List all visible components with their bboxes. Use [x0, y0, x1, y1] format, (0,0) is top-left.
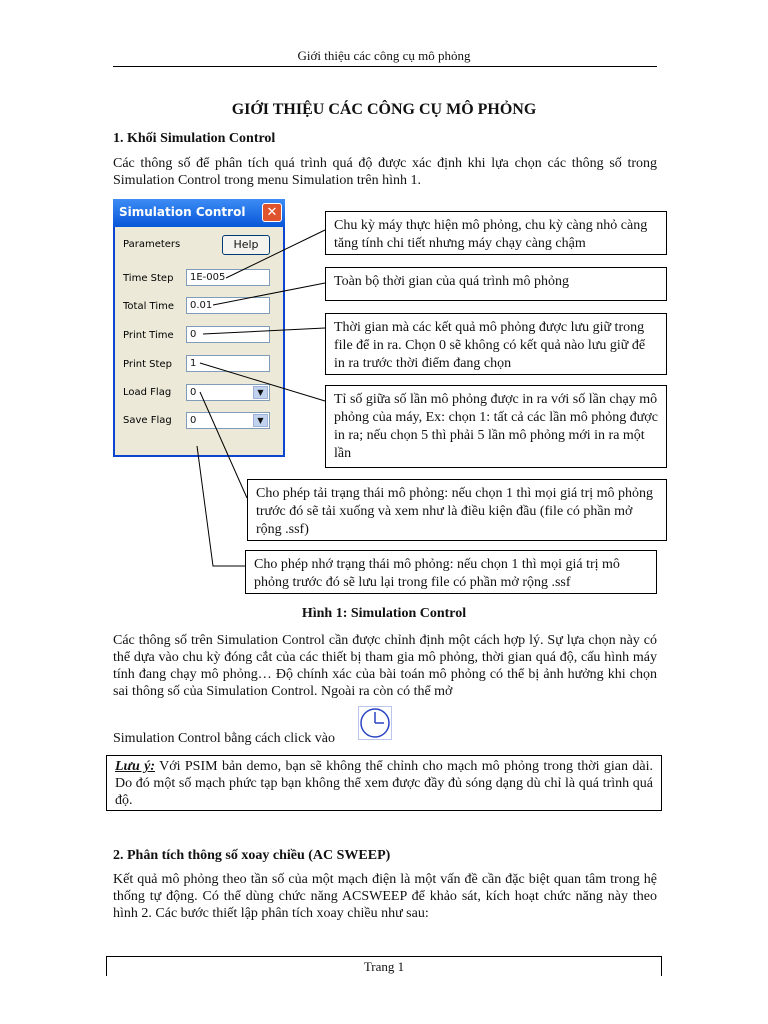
document-title: GIỚI THIỆU CÁC CÔNG CỤ MÔ PHỎNG — [231, 101, 537, 118]
dialog-title: Simulation Control — [119, 205, 246, 219]
page-header: Giới thiệu các công cụ mô phỏng — [297, 48, 471, 63]
parameters-label: Parameters — [123, 239, 181, 250]
section-1-intro: Các thông số để phân tích quá trình quá độ được xác định khi lựa chọn các thông số trong Simulation Control trong menu Simulation trên hình 1. — [113, 156, 657, 188]
callout-print-step: Tỉ số giữa số lần mô phỏng được in ra với số lần chạy mô phỏng của máy, Ex: chọn 1: tất cả các lần mô phỏng được in ra; nếu chọn 5 thì phải 5 lần mô phỏng mới in ra một lần — [325, 385, 667, 468]
chevron-down-icon[interactable]: ▼ — [253, 386, 268, 399]
clock-icon[interactable] — [358, 706, 392, 740]
note-label: Lưu ý: — [115, 759, 155, 774]
callout-total-time: Toàn bộ thời gian của quá trình mô phỏng — [325, 267, 667, 301]
print-step-input[interactable]: 1 — [186, 355, 270, 372]
print-step-label: Print Step — [123, 359, 172, 370]
load-flag-label: Load Flag — [123, 387, 172, 398]
callout-load-flag: Cho phép tải trạng thái mô phỏng: nếu chọn 1 thì mọi giá trị mô phỏng trước đó sẽ tải xuống và xem như là điều kiện đầu (file có phần mở rộng .ssf) — [247, 479, 667, 541]
chevron-down-icon[interactable]: ▼ — [253, 414, 268, 427]
total-time-label: Total Time — [123, 301, 175, 312]
figure-caption: Hình 1: Simulation Control — [301, 606, 467, 621]
callout-print-time: Thời gian mà các kết quả mô phỏng được lưu giữ trong file để in ra. Chọn 0 sẽ không có kết quả nào lưu giữ để in ra trước thời điểm đang chọn — [325, 313, 667, 375]
section-2-heading: 2. Phân tích thông số xoay chiều (AC SWEEP) — [113, 848, 391, 863]
save-flag-value: 0 — [190, 415, 197, 426]
total-time-input[interactable]: 0.01 — [186, 297, 270, 314]
time-step-input[interactable]: 1E-005 — [186, 269, 270, 286]
note-text: Với PSIM bản demo, bạn sẽ không thể chỉnh cho mạch mô phỏng trong thời gian dài. Do đó một số mạch phức tạp bạn không thể xem được đầy đủ sóng dạng dù chỉ là quá trình quá độ. — [115, 759, 653, 808]
print-time-label: Print Time — [123, 330, 174, 341]
print-time-input[interactable]: 0 — [186, 326, 270, 343]
callout-save-flag: Cho phép nhớ trạng thái mô phỏng: nếu chọn 1 thì mọi giá trị mô phỏng trước đó sẽ lưu lại trong file có phần mở rộng .ssf — [245, 550, 657, 594]
paragraph-2: Các thông số trên Simulation Control cần được chỉnh định một cách hợp lý. Sự lựa chọn này có thể dựa vào chu kỳ đóng cắt của các thiết bị tham gia mô phỏng, thời gian quá độ, cấu hình máy tính đang chạy mô phỏng… Độ chính xác của bài toán mô phỏng có thể bị ảnh hưởng khi chọn sai thông số của Simulation Control. Ngoài ra còn có thể mở — [113, 633, 657, 699]
time-step-label: Time Step — [123, 273, 174, 284]
section-1-heading: 1. Khối Simulation Control — [113, 131, 276, 146]
save-flag-label: Save Flag — [123, 415, 172, 426]
note-box — [106, 755, 662, 811]
help-button[interactable]: Help — [222, 235, 270, 255]
close-icon[interactable]: ✕ — [262, 203, 282, 222]
section-2-text: Kết quả mô phỏng theo tần số của một mạch điện là một vấn đề cần đặc biệt quan tâm trong hệ thống tự động. Có thể dùng chức năng ACSWEEP để khảo sát, kích hoạt chức năng này theo hình 2. Các bước thiết lập phân tích xoay chiều như sau: — [113, 872, 657, 921]
paragraph-2-end: Simulation Control bằng cách click vào — [113, 731, 336, 746]
page-footer: Trang 1 — [106, 956, 662, 976]
load-flag-value: 0 — [190, 387, 197, 398]
callout-time-step: Chu kỳ máy thực hiện mô phỏng, chu kỳ càng nhỏ càng tăng tính chi tiết nhưng máy chạy càng chậm — [325, 211, 667, 255]
